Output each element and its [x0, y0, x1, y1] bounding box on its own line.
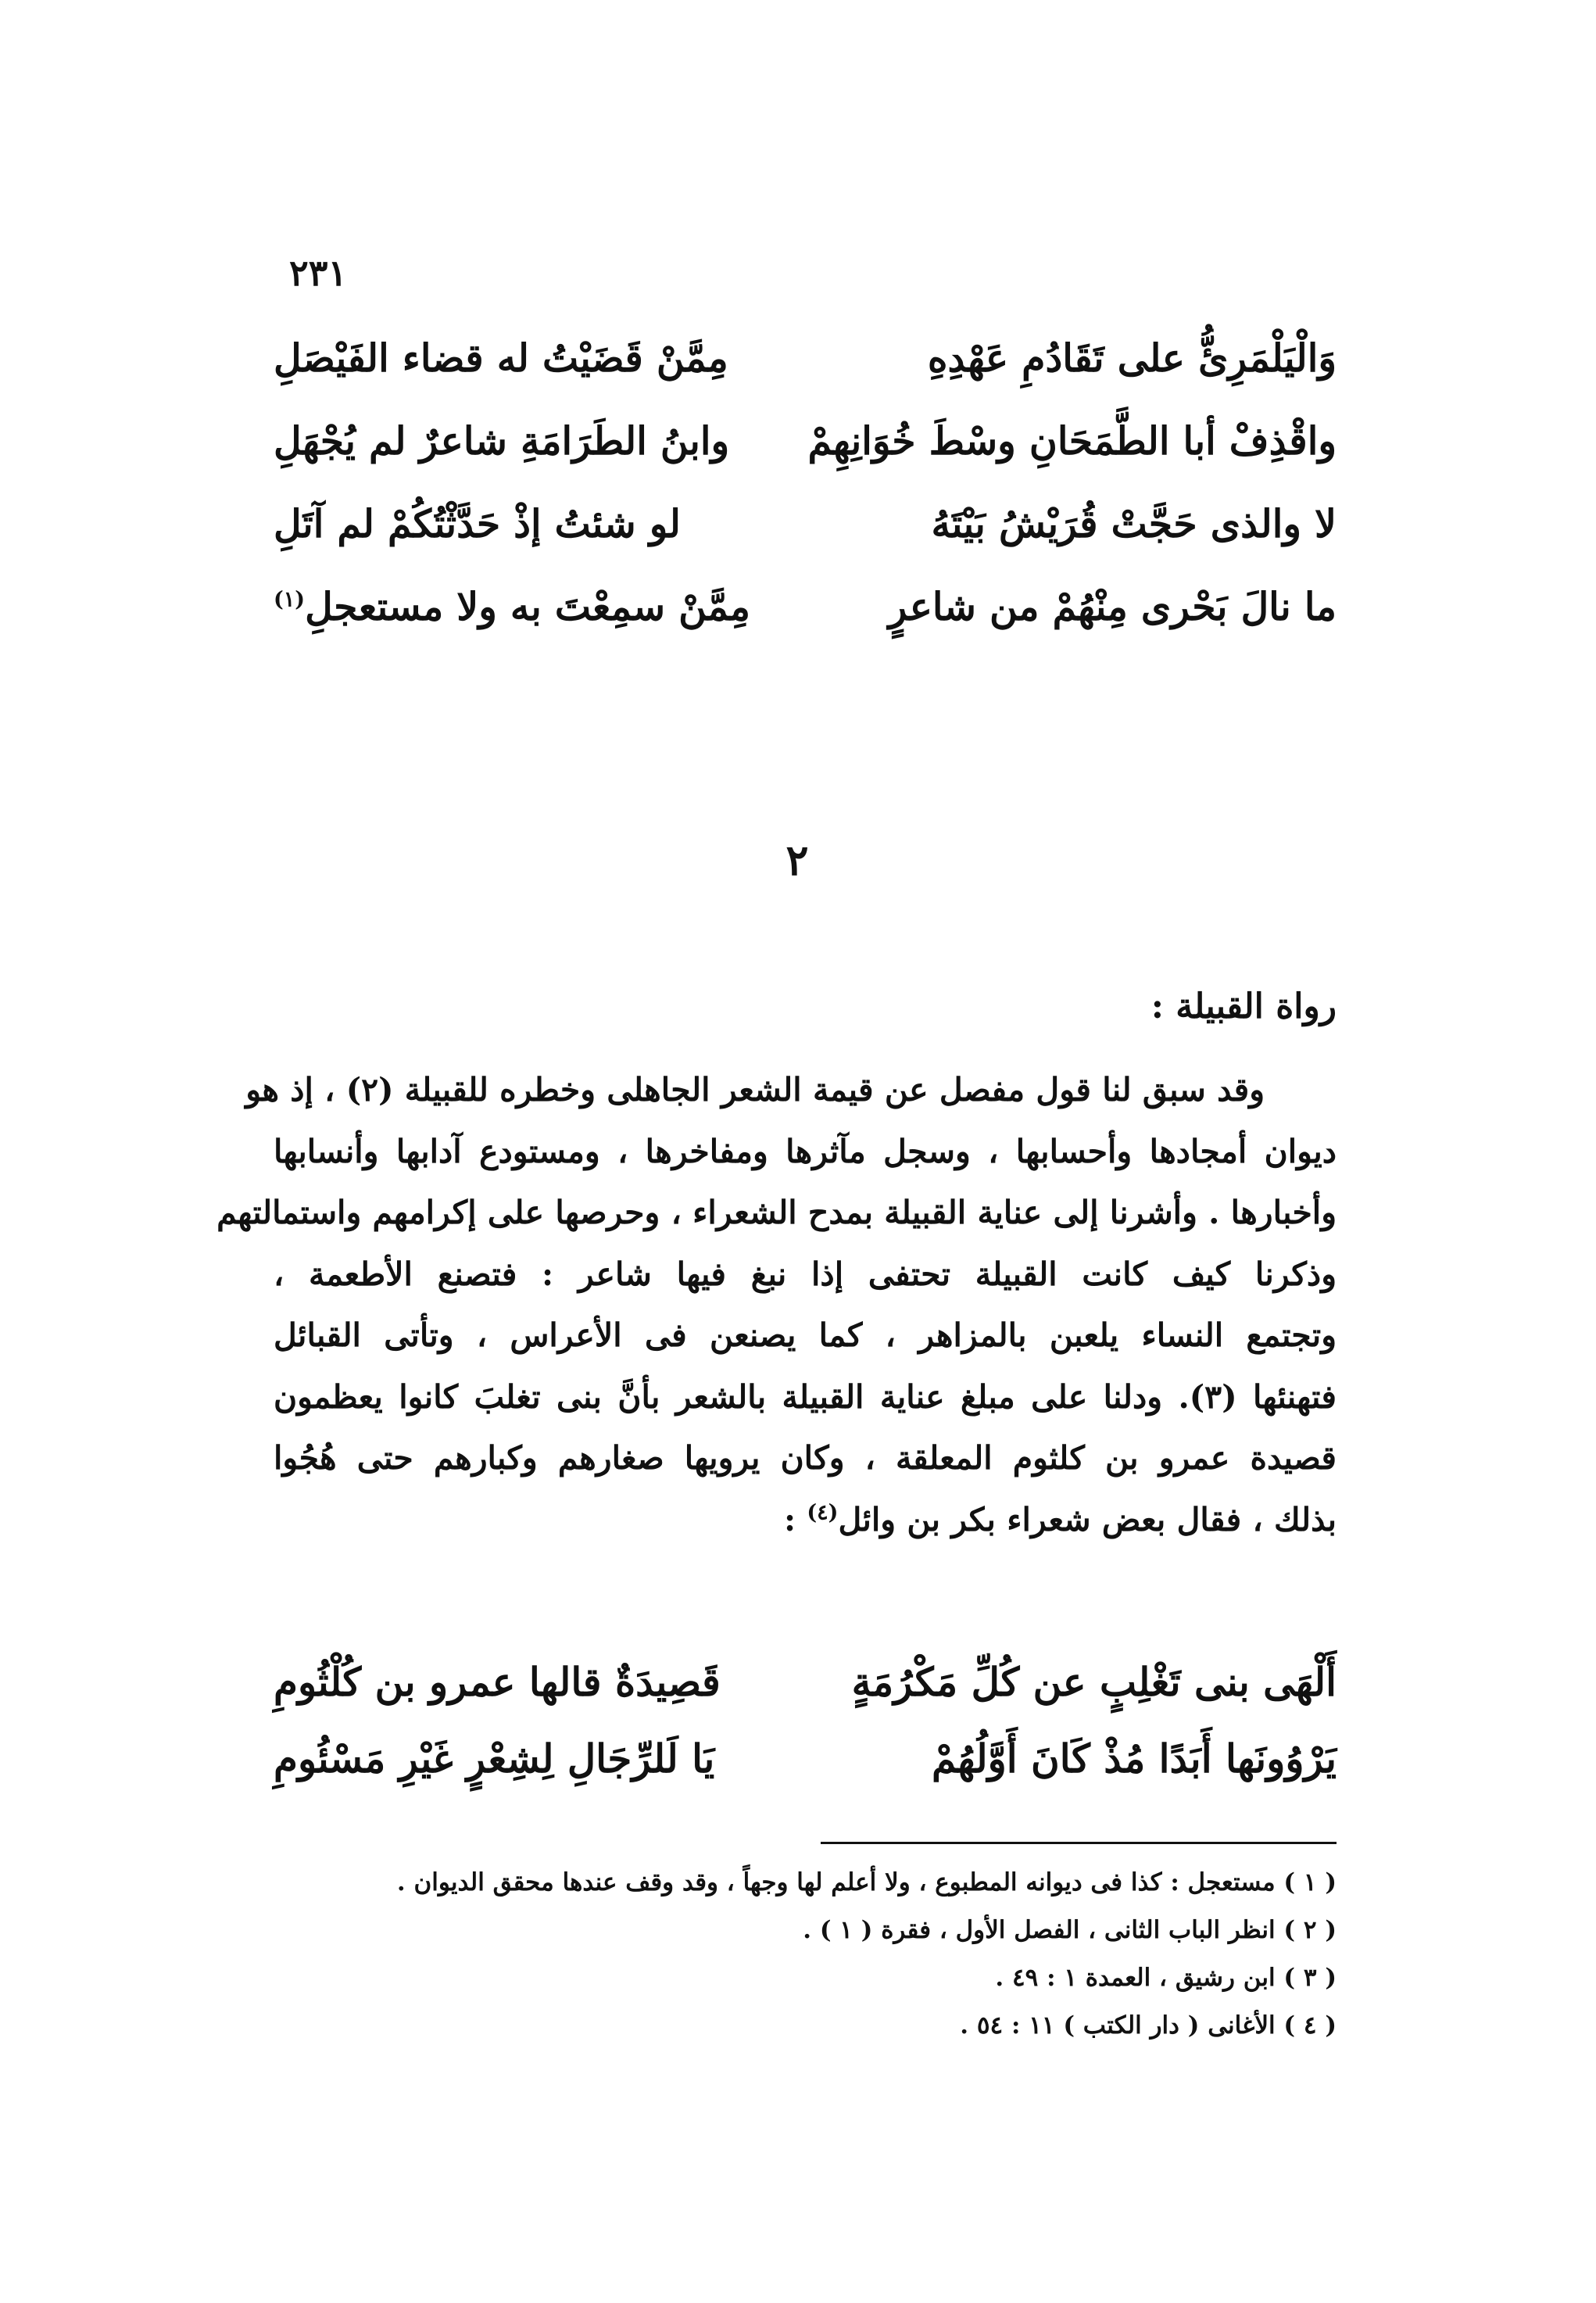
footnote-reference: (١) [274, 587, 306, 612]
verse-second-hemistich: مِمَّنْ قَضَيْتُ له قضاء الفَيْصَلِ [274, 335, 728, 381]
paragraph-line: وتجتمع النساء يلعبن بالمزاهر ، كما يصنعن فى الأعراس ، وتأتى القبائل [274, 1316, 1337, 1354]
footnote: ( ٣ ) ابن رشيق ، العمدة ١ : ٤٩ . [995, 1964, 1337, 1992]
paragraph-line: وأخبارها . وأشرنا إلى عناية القبيلة بمدح الشعراء ، وحرصها على إكرامهم واستمالتهم [216, 1194, 1337, 1231]
verse-second-hemistich: يَا لَلرِّجَالِ لِشِعْرٍ غَيْرِ مَسْئُومِ [274, 1735, 715, 1782]
paragraph-line [274, 1489, 1337, 1551]
footnote: ( ١ ) مستعجل : كذا فى ديوانه المطبوع ، ولا أعلم لها وجهاً ، وقد وقف عندها محقق الديوان . [396, 1868, 1337, 1896]
verse-first-hemistich: أَلْهَى بنى تَغْلِبٍ عن كُلِّ مَكْرُمَةٍ [851, 1658, 1337, 1705]
paragraph-line: وذكرنا كيف كانت القبيلة تحتفى إذا نبغ فيها شاعر : فتصنع الأطعمة ، [274, 1255, 1337, 1293]
verse-first-hemistich: لا والذى حَجَّتْ قُرَيْشُ بَيْتَهُ [931, 501, 1337, 546]
body-paragraph [216, 1059, 1337, 1550]
poem-verses-top [274, 317, 1337, 648]
footnotes [242, 1859, 1337, 2050]
verse-second-hemistich [274, 584, 774, 629]
verse-line [274, 1643, 1337, 1720]
verse-second-hemistich-text: مِمَّنْ سمِعْتَ به ولا مستعجلِ [305, 584, 750, 629]
verse-second-hemistich: لو شئتُ إذْ حَدَّثْتُكُمْ لم آتَلِ [274, 501, 681, 546]
verse-line [274, 317, 1337, 399]
paragraph-line: وقد سبق لنا قول مفصل عن قيمة الشعر الجاهلى وخطره للقبيلة (٢) ، إذ هو [245, 1071, 1265, 1109]
verse-first-hemistich: واقْذِفْ أبا الطَّمَحَانِ وسْطَ خُوَانِهِمْ [807, 418, 1337, 464]
verse-line [274, 482, 1337, 565]
section-number: ٢ [785, 835, 809, 885]
verse-line [274, 1720, 1337, 1796]
verse-line [274, 399, 1337, 482]
paragraph-line-text: بذلك ، فقال بعض شعراء بكر بن وائل [838, 1500, 1337, 1538]
footnote-reference: (٤) [807, 1499, 839, 1524]
paragraph-line: ديوان أمجادها وأحسابها ، وسجل مآثرها ومفاخرها ، ومستودع آدابها وأنسابها [274, 1132, 1337, 1170]
footnote: ( ٤ ) الأغانى ( دار الكتب ) ١١ : ٥٤ . [960, 2011, 1337, 2040]
verse-first-hemistich: ما نالَ بَحْرى مِنْهُمْ من شاعرٍ [888, 584, 1337, 629]
verse-second-hemistich: وابنُ الطَرَامَةِ شاعرٌ لم يُجْهَلِ [274, 418, 730, 464]
verse-second-hemistich: قَصِيدَةٌ قالها عمرو بن كُلْثُومِ [274, 1658, 721, 1705]
poem-verses-bottom [274, 1643, 1337, 1796]
paragraph-line: فتهنئها (٣). ودلنا على مبلغ عناية القبيلة بالشعر بأنَّ بنى تغلبَ كانوا يعظمون [274, 1377, 1337, 1416]
verse-line [274, 565, 1337, 648]
footnote-divider [821, 1842, 1337, 1844]
paragraph-line: قصيدة عمرو بن كلثوم المعلقة ، وكان يرويها صغارهم وكبارهم حتى هُجُوا [274, 1439, 1337, 1477]
footnote: ( ٢ ) انظر الباب الثانى ، الفصل الأول ، فقرة ( ١ ) . [803, 1916, 1337, 1944]
verse-first-hemistich: وَالْيَلْمَرِئُّ على تَقَادُمِ عَهْدِهِ [927, 335, 1337, 381]
verse-first-hemistich: يَرْوُونَها أَبَدًا مُذْ كَانَ أَوَّلُهُمْ [932, 1735, 1337, 1782]
paragraph-line-end: : [783, 1500, 807, 1538]
page-number: ٢٣١ [289, 252, 348, 294]
section-heading: رواة القبيلة : [1150, 987, 1337, 1026]
